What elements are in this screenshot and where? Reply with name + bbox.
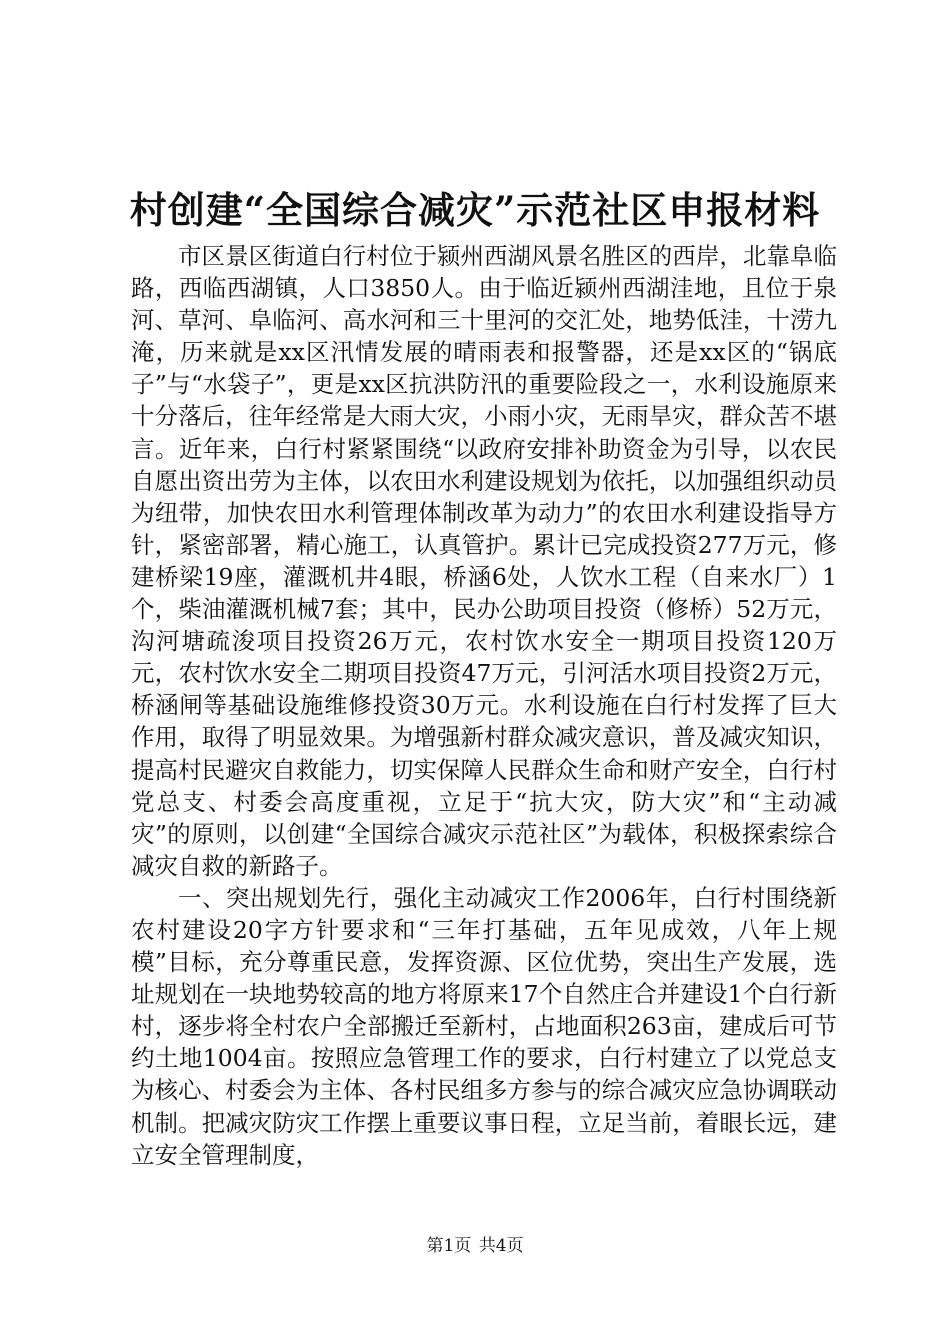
document-body [131, 240, 837, 1171]
paragraph-section-one: 一、突出规划先行，强化主动减灾工作2006年，白行村围绕新农村建设20字方针要求和“三年打基础，五年见成效，八年上规模”目标，充分尊重民意，发挥资源、区位优势，突出生产发展，选址规划在一块地势较高的地方将原来17个自然庄合并建设1个白行新村，逐步将全村农户全部搬迁至新村，占地面积263亩，建成后可节约土地1004亩。按照应急管理工作的要求，白行村建立了以党总支为核心、村委会为主体、各村民组多方参与的综合减灾应急协调联动机制。把减灾防灾工作摆上重要议事日程，立足当前，着眼长远，建立安全管理制度， [131, 883, 837, 1169]
document-title: 村创建“全国综合减灾”示范社区申报材料 [129, 188, 821, 232]
paragraph-intro: 市区景区街道白行村位于颍州西湖风景名胜区的西岸，北靠阜临路，西临西湖镇，人口3850人。由于临近颍州西湖洼地，且位于泉河、草河、阜临河、高水河和三十里河的交汇处，地势低洼，十涝九淹，历来就是xx区汛情发展的晴雨表和报警器，还是xx区的“锅底子”与“水袋子”，更是xx区抗洪防汛的重要险段之一，水利设施原来十分落后，往年经常是大雨大灾，小雨小灾，无雨旱灾，群众苦不堪言。近年来，白行村紧紧围绕“以政府安排补助资金为引导，以农民自愿出资出劳为主体，以农田水利建设规划为依托，以加强组织动员为纽带，加快农田水利管理体制改革为动力”的农田水利建设指导方针，紧密部署，精心施工，认真管护。累计已完成投资277万元，修建桥梁19座，灌溉机井4眼，桥涵6处，人饮水工程（自来水厂）1个，柴油灌溉机械7套；其中，民办公助项目投资（修桥）52万元，沟河塘疏浚项目投资26万元，农村饮水安全一期项目投资120万元，农村饮水安全二期项目投资47万元，引河活水项目投资2万元，桥涵闸等基础设施维修投资30万元。水利设施在白行村发挥了巨大作用，取得了明显效果。为增强新村群众减灾意识，普及减灾知识，提高村民避灾自救能力，切实保障人民群众生命和财产安全，白行村党总支、村委会高度重视，立足于“抗大灾，防大灾”和“主动减灾”的原则，以创建“全国综合减灾示范社区”为载体，积极探索综合减灾自救的新路子。 [131, 242, 837, 880]
page-footer: 第1页 共4页 [426, 1236, 524, 1256]
